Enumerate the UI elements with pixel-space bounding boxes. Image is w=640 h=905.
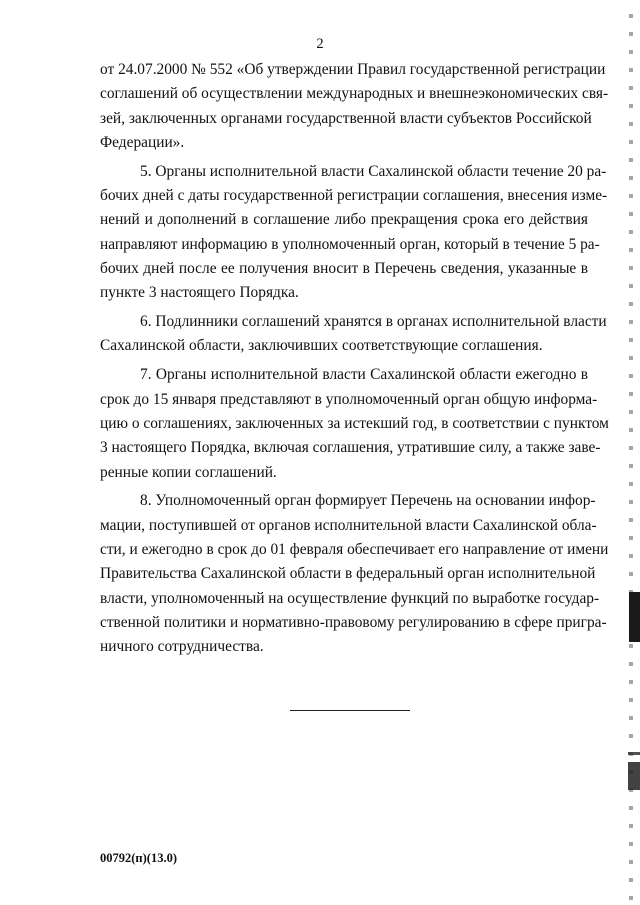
paragraph: [100, 363, 609, 484]
text-line: Федерации».: [100, 133, 185, 151]
document-body: [100, 58, 609, 660]
text-line: сти, и ежегодно в срок до 01 февраля обеспечивает его направление от имени: [100, 541, 609, 559]
text-line: соглашений об осуществлении международных и внешнеэкономических свя-: [100, 85, 609, 103]
text-line: ренные копии соглашений.: [100, 463, 277, 481]
text-line: ственной политики и нормативно-правовому регулированию в сфере пригра-: [100, 613, 607, 631]
text-line: зей, заключенных органами государственной власти субъектов Российской: [100, 109, 592, 127]
text-line: 3 настоящего Порядка, включая соглашения, утратившие силу, а также заве-: [100, 439, 601, 457]
text-line: мации, поступившей от органов исполнительной власти Сахалинской обла-: [100, 516, 597, 534]
paragraph: [100, 160, 608, 306]
page-number: 2: [316, 36, 324, 52]
text-line: 5. Органы исполнительной власти Сахалинской области течение 20 ра-: [140, 162, 607, 180]
text-line: срок до 15 января представляют в уполномоченный орган общую информа-: [100, 390, 598, 408]
text-line: цию о соглашениях, заключенных за истекший год, в соответствии с пунктом: [100, 414, 609, 432]
paragraph: [100, 310, 607, 359]
text-line: Сахалинской области, заключивших соответствующие соглашения.: [100, 337, 543, 355]
paragraph: [100, 489, 609, 659]
text-line: Правительства Сахалинской области в федеральный орган исполнительной: [100, 565, 596, 583]
text-line: власти, уполномоченный на осуществление функций по выработке государ-: [100, 589, 600, 607]
text-line: бочих дней с даты государственной регистрации соглашения, внесения изме-: [100, 187, 608, 205]
text-line: от 24.07.2000 № 552 «Об утверждении Правил государственной регистрации: [100, 61, 606, 78]
text-line: направляют информацию в уполномоченный орган, который в течение 5 ра-: [100, 235, 600, 253]
text-line: 8. Уполномоченный орган формирует Перечень на основании инфор-: [140, 492, 596, 510]
text-line: ничного сотрудничества.: [100, 638, 264, 656]
text-line: пункте 3 настоящего Порядка.: [100, 284, 299, 302]
text-line: 6. Подлинники соглашений хранятся в органах исполнительной власти: [140, 313, 607, 331]
paragraph: [100, 58, 609, 155]
text-line: нений и дополнений в соглашение либо прекращения срока его действия: [100, 211, 588, 229]
scan-mark: [628, 752, 640, 790]
text-line: 7. Органы исполнительной власти Сахалинской области ежегодно в: [140, 366, 588, 384]
scan-mark: [629, 592, 640, 642]
text-line: бочих дней после ее получения вносит в Перечень сведения, указанные в: [100, 259, 588, 277]
separator-line: [290, 710, 410, 711]
document-code: 00792(п)(13.0): [100, 851, 177, 865]
